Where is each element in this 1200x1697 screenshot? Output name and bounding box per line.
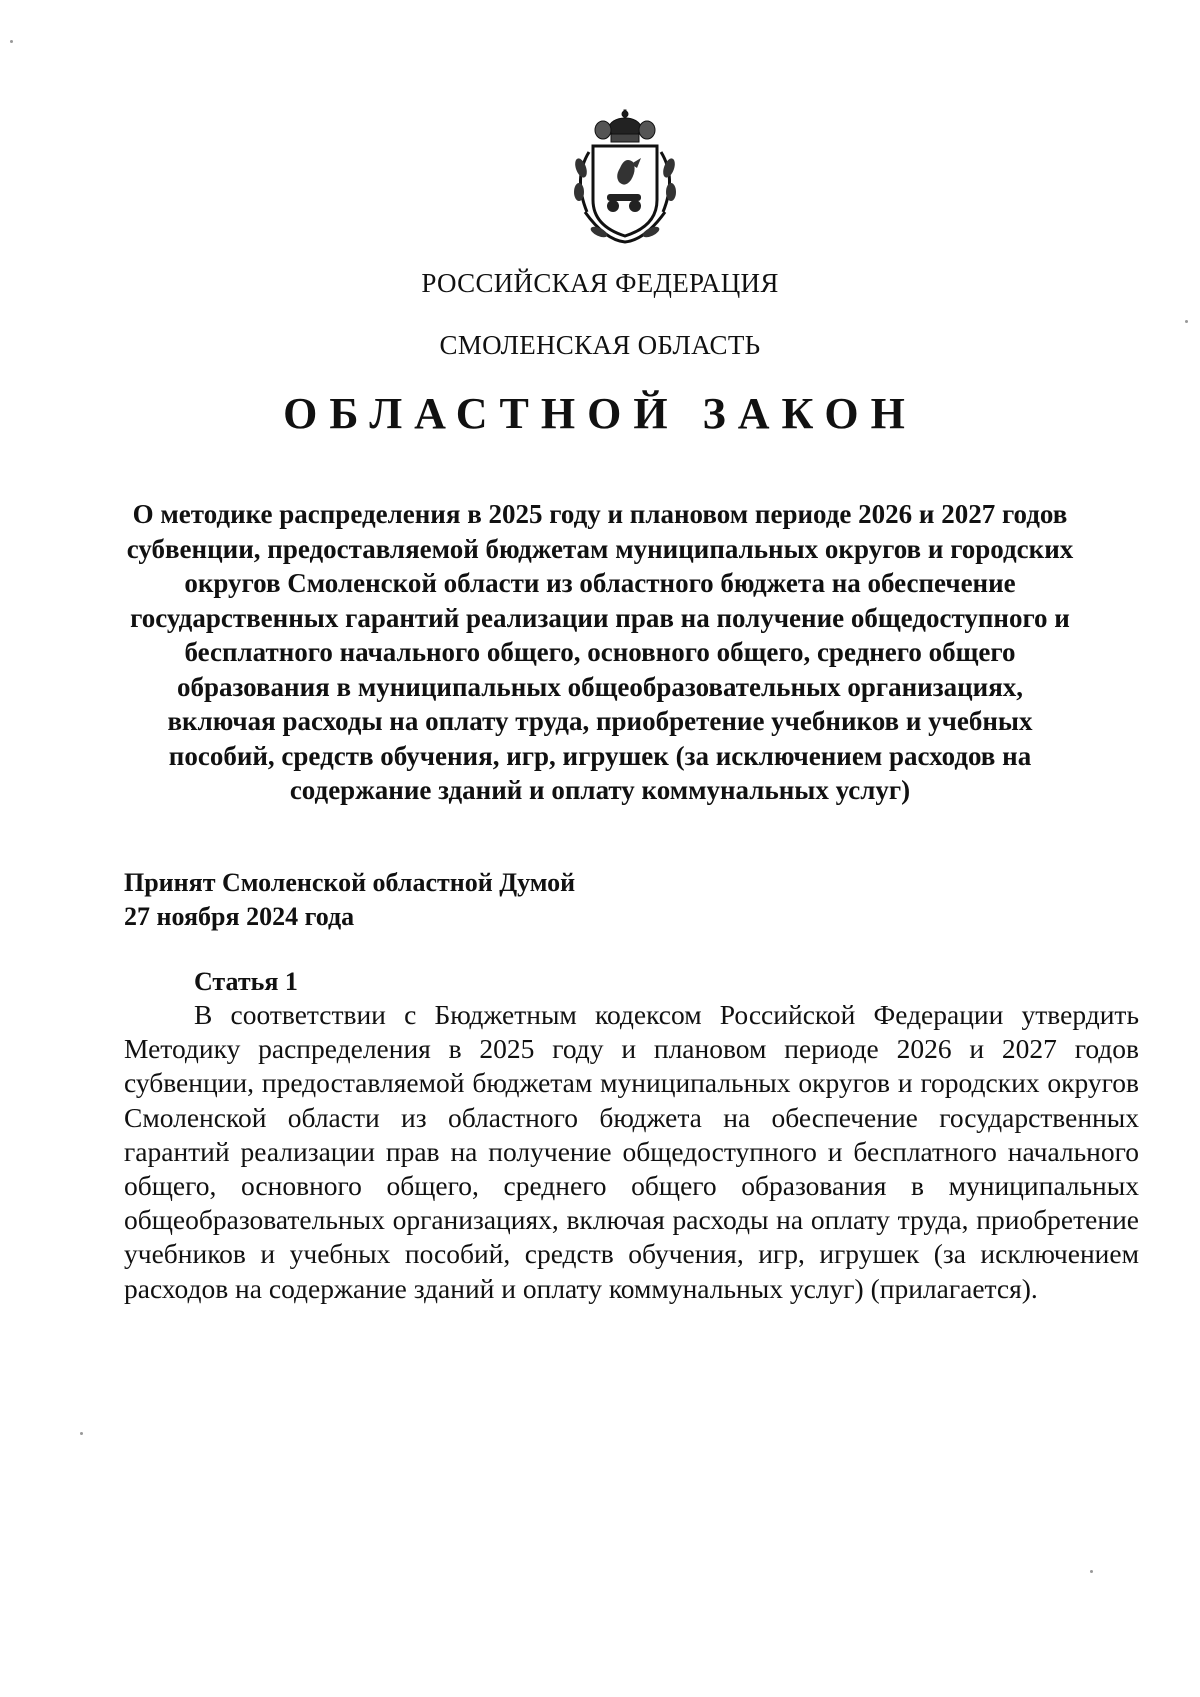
scan-speck xyxy=(1185,320,1188,323)
adoption-date: 27 ноября 2024 года xyxy=(124,902,355,931)
country-heading: РОССИЙСКАЯ ФЕДЕРАЦИЯ xyxy=(421,268,779,298)
scan-speck xyxy=(10,40,13,43)
adoption-body: Принят Смоленской областной Думой xyxy=(124,868,576,897)
article-text: В соответствии с Бюджетным кодексом Российской Федерации утвердить Методику распределения в 2025 году и плановом периоде 2026 и 2027 годов субвенции, предоставляемой бюджетам муниципальных округов и городских округов Смоленской области из областного бюджета на обеспечение государственных гарантий реализации прав на получение общедоступного и бесплатного начального общего, основного общего, среднего общего образования в муниципальных общеобразовательных организациях, включая расходы на оплату труда, приобретение учебников и учебных пособий, средств обучения, игр, игрушек (за исключением расходов на содержание зданий и оплату коммунальных услуг) (прилагается). xyxy=(124,999,1139,1304)
document-kind-heading: ОБЛАСТНОЙ ЗАКОН xyxy=(283,389,917,438)
region-heading: СМОЛЕНСКАЯ ОБЛАСТЬ xyxy=(439,330,761,360)
scan-speck xyxy=(80,1432,83,1435)
law-title: О методике распределения в 2025 году и плановом периоде 2026 и 2027 годов субвенции, предоставляемой бюджетам муниципальных округов и городских округов Смоленской области из областного бюджета на обеспечение государственных гарантий реализации прав на получение общедоступного и бесплатного начального общего, основного общего, среднего общего образования в муниципальных общеобразовательных организациях, включая расходы на оплату труда, приобретение учебников и учебных пособий, средств обучения, игр, игрушек (за исключением расходов на содержание зданий и оплату коммунальных услуг) xyxy=(126,499,1074,805)
adoption-block xyxy=(124,866,824,934)
scan-speck xyxy=(1090,1570,1093,1573)
smolensk-coat-of-arms-icon xyxy=(565,108,685,248)
article-heading: Статья 1 xyxy=(194,967,298,996)
